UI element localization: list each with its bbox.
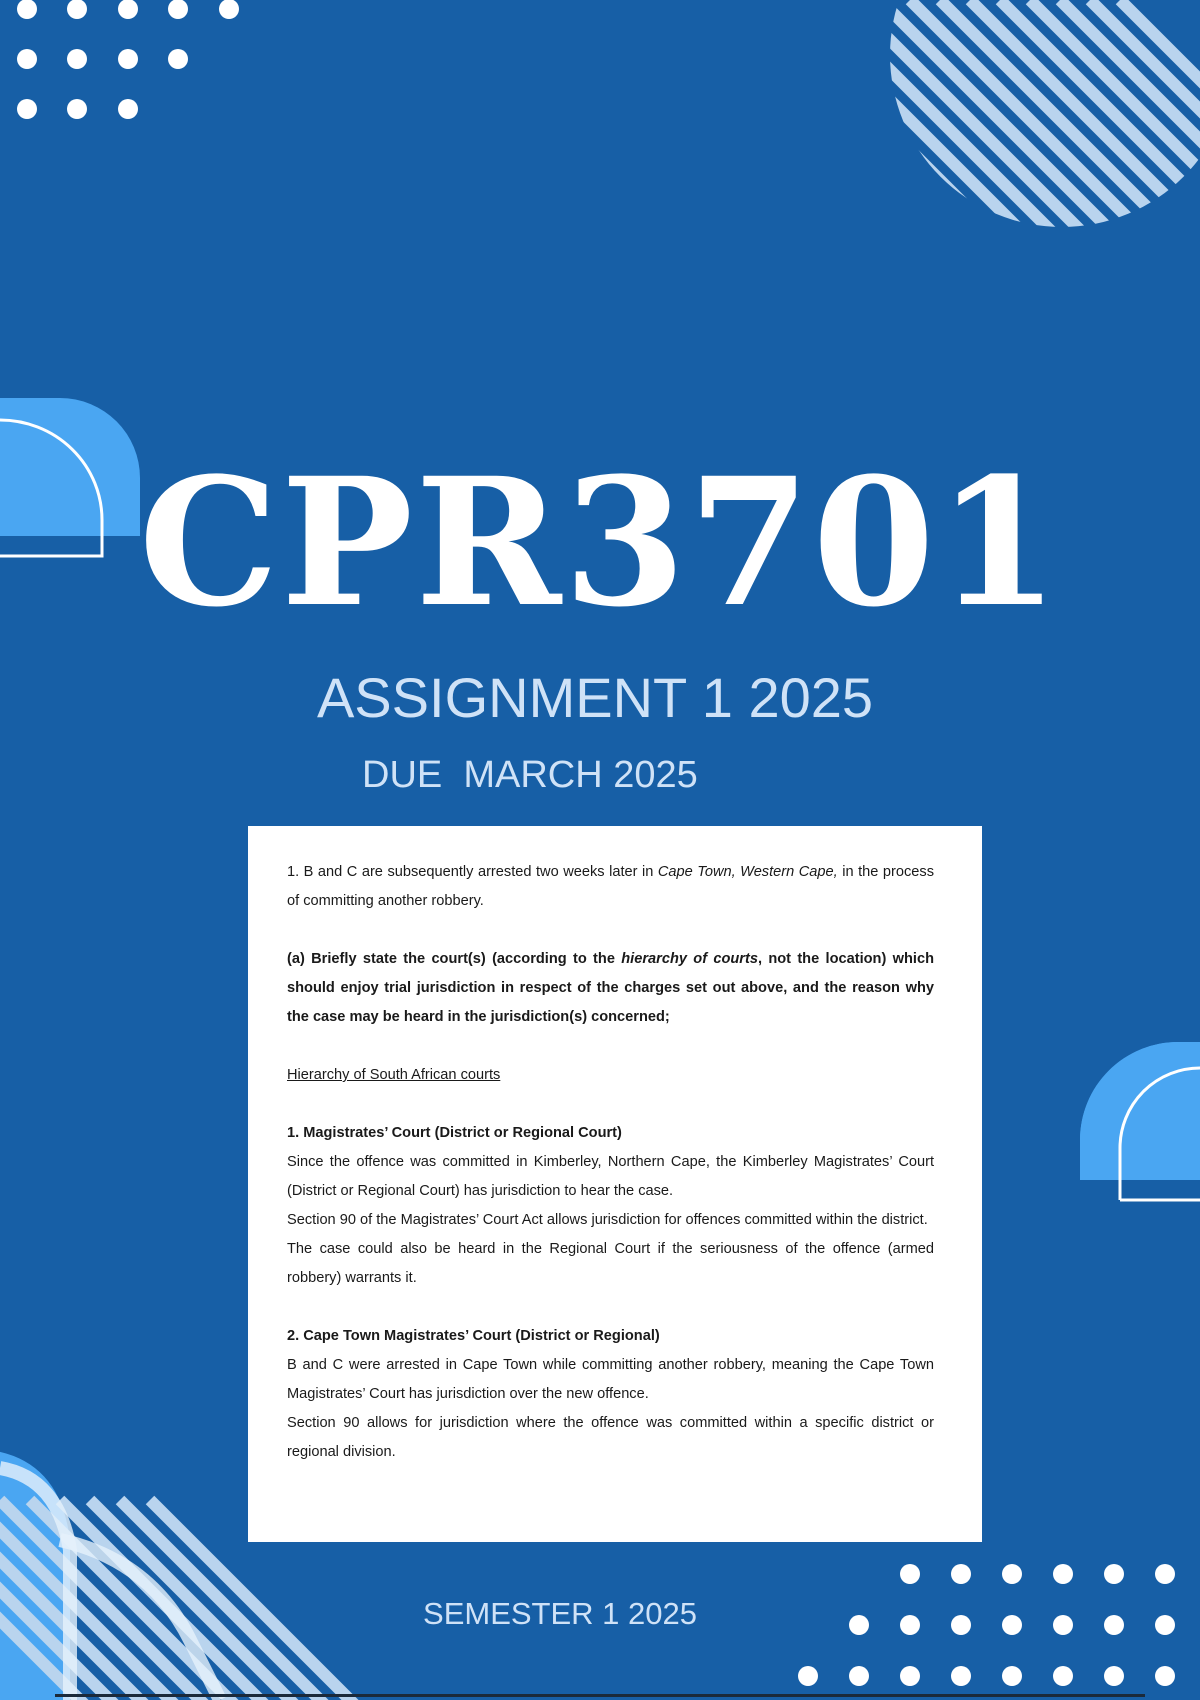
section-1-heading: 1. Magistrates’ Court (District or Regional Court) bbox=[287, 1125, 622, 1141]
bottom-divider bbox=[55, 1694, 1145, 1697]
right-quarter-circle-shape bbox=[1080, 1042, 1200, 1200]
question-a-emphasis: hierarchy of courts bbox=[621, 951, 758, 967]
top-right-striped-circle bbox=[700, 0, 1200, 240]
section-1-paragraph-1: Since the offence was committed in Kimberley, Northern Cape, the Kimberley Magistrates’ Court (District or Regional Court) has jurisdiction to hear the case. bbox=[287, 1154, 934, 1199]
question-1-part-b: in the process of committing another robbery. bbox=[287, 864, 934, 909]
course-code-title: CPR3701 bbox=[138, 439, 1062, 646]
assignment-subtitle: ASSIGNMENT 1 2025 bbox=[316, 666, 874, 729]
question-1-location: Cape Town, Western Cape, bbox=[657, 864, 838, 880]
section-2-heading: 2. Cape Town Magistrates’ Court (District or Regional) bbox=[287, 1328, 660, 1344]
section-2-paragraph-1: B and C were arrested in Cape Town while committing another robbery, meaning the Cape Town Magistrates’ Court has jurisdiction over the new offence. bbox=[287, 1357, 934, 1402]
due-date: DUE MARCH 2025 bbox=[362, 754, 698, 796]
section-1-paragraph-2: Section 90 of the Magistrates’ Court Act allows jurisdiction for offences committed within the district. bbox=[287, 1212, 928, 1228]
question-1-part-a: 1. B and C are subsequently arrested two weeks later in bbox=[287, 864, 658, 880]
section-1-paragraph-3: The case could also be heard in the Regional Court if the seriousness of the offence (armed robbery) warrants it. bbox=[287, 1241, 934, 1286]
semester-label: SEMESTER 1 2025 bbox=[423, 1596, 697, 1631]
section-2-paragraph-2: Section 90 allows for jurisdiction where the offence was committed within a specific district or regional division. bbox=[287, 1415, 934, 1460]
question-1-text bbox=[287, 858, 934, 916]
top-left-dot-grid bbox=[17, 0, 239, 119]
document-excerpt-card bbox=[248, 826, 982, 1542]
question-a-text bbox=[287, 945, 934, 1032]
question-a-part-b: , not the location) which should enjoy trial jurisdiction in respect of the charges set out above, and the reason why the case may be heard in the jurisdiction(s) concerned; bbox=[287, 951, 934, 1025]
question-a-part-a: (a) Briefly state the court(s) (according to the bbox=[287, 951, 622, 967]
hierarchy-heading: Hierarchy of South African courts bbox=[287, 1067, 501, 1083]
